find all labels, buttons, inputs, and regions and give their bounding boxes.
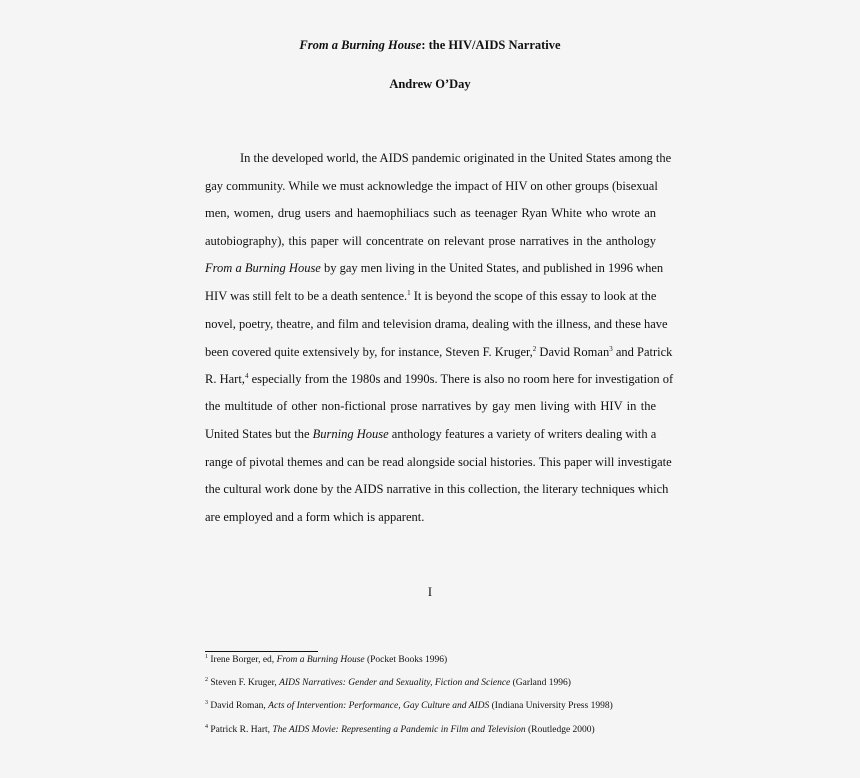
paper-title [0, 38, 860, 53]
anthology-short-title: Burning House [312, 427, 389, 441]
author-name-text: Andrew O’Day [389, 77, 471, 91]
footnote [205, 725, 595, 735]
paragraph-line: gay community. While we must acknowledge the impact of HIV on other groups (bisexual [205, 179, 658, 193]
paragraph-line-text: United States but the [205, 427, 310, 441]
footnote-divider [205, 651, 318, 652]
paragraph-line-text: R. Hart, [205, 372, 245, 386]
paragraph-line-text: HIV was still felt to be a death sentence. [205, 289, 408, 303]
footnote [205, 678, 571, 688]
footnote-italic: Acts of Intervention: Performance, Gay Culture and AIDS [268, 701, 490, 711]
footnote-italic: From a Burning House [276, 655, 365, 665]
paragraph-line: the multitude of other non-fictional prose narratives by gay men living with HIV in the [205, 399, 656, 413]
footnote [205, 701, 613, 711]
paragraph-line-text: been covered quite extensively by, for instance, Steven F. Kruger, [205, 345, 533, 359]
paper-title-rest: : the HIV/AIDS Narrative [421, 38, 561, 52]
paper-title-italic: From a Burning House [299, 38, 422, 52]
author-name [0, 77, 860, 92]
paragraph-line-text: anthology features a variety of writers dealing with a [391, 427, 657, 441]
paragraph-line: men, women, drug users and haemophiliacs such as teenager Ryan White who wrote an [205, 206, 656, 220]
paragraph-line-text: especially from the 1980s and 1990s. There is also no room here for investigation of [251, 372, 674, 386]
paragraph-line: novel, poetry, theatre, and film and television drama, dealing with the illness, and these have [205, 317, 668, 331]
footnote-text: (Pocket Books 1996) [364, 655, 448, 665]
footnote-italic: AIDS Narratives: Gender and Sexuality, Fiction and Science [279, 678, 511, 688]
paragraph-line-text: and Patrick [615, 345, 673, 359]
footnote-number: 2 [205, 676, 208, 683]
paragraph-line [205, 261, 664, 276]
footnote-mark: 3 [609, 344, 613, 353]
paragraph-line: autobiography), this paper will concentrate on relevant prose narratives in the anthology [205, 234, 656, 248]
footnote-text: (Garland 1996) [510, 678, 571, 688]
paragraph-line [205, 371, 674, 387]
footnote-number: 3 [205, 699, 208, 706]
footnote-text: David Roman, [210, 701, 269, 711]
paragraph-line-text: by gay men living in the United States, and published in 1996 when [323, 261, 664, 275]
paragraph-line: range of pivotal themes and can be read alongside social histories. This paper will investigate [205, 455, 672, 469]
paragraph-line [205, 289, 656, 304]
paragraph-line [205, 427, 656, 442]
footnote-mark: 2 [532, 344, 537, 353]
footnote [205, 655, 447, 665]
footnote-number: 4 [205, 723, 208, 730]
section-number: I [427, 585, 433, 599]
footnote-text: Irene Borger, ed, [210, 655, 277, 665]
paragraph-line-text: David Roman [539, 345, 610, 359]
footnote-text: Steven F. Kruger, [210, 678, 280, 688]
paragraph-line-text: It is beyond the scope of this essay to look at the [413, 289, 657, 303]
footnote-italic: The AIDS Movie: Representing a Pandemic in Film and Television [272, 725, 526, 735]
footnote-text: Patrick R. Hart, [210, 725, 273, 735]
paragraph-line [205, 344, 673, 360]
paragraph-line: In the developed world, the AIDS pandemic originated in the United States among the [240, 151, 672, 165]
footnote-mark: 1 [407, 288, 411, 297]
paragraph-line: the cultural work done by the AIDS narrative in this collection, the literary techniques which [205, 482, 669, 496]
footnote-mark: 4 [244, 371, 249, 380]
footnote-text: (Indiana University Press 1998) [489, 701, 613, 711]
footnote-text: (Routledge 2000) [525, 725, 595, 735]
footnote-number: 1 [205, 653, 208, 660]
paragraph-line: are employed and a form which is apparent. [205, 510, 425, 524]
anthology-title: From a Burning House [205, 261, 321, 275]
